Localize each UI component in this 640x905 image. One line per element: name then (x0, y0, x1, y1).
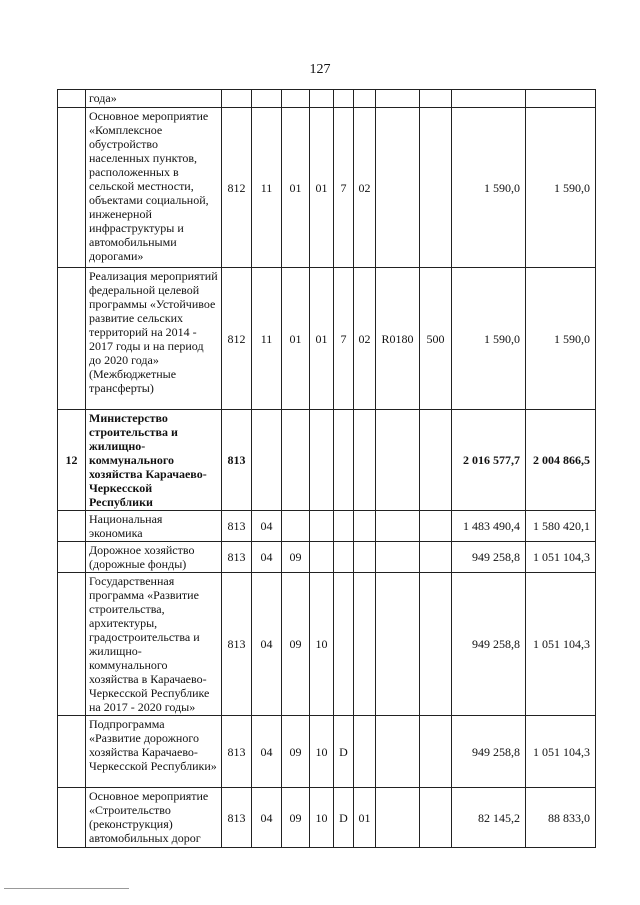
razdel-code (252, 410, 282, 511)
cs-event: 01 (354, 788, 376, 848)
row-number (58, 108, 86, 268)
cs-direction (376, 90, 420, 108)
ved-code (222, 90, 252, 108)
sum-first: 82 145,2 (452, 788, 526, 848)
podrazdel-code (282, 90, 310, 108)
cs-program: 10 (310, 716, 334, 788)
row-name: Реализация мероприятий федеральной целевой программы «Устойчивое развитие сельских территорий на 2014 - 2017 годы и на период до 2020 года» (Межбюджетные трансферты) (86, 268, 222, 410)
razdel-code: 04 (252, 511, 282, 542)
row-name: Основное мероприятие «Комплексное обустройство населенных пунктов, расположенных в сельской местности, объектами социальной, инженерной инфраструктуры и автомобильными дорогами» (86, 108, 222, 268)
vr-code (420, 108, 452, 268)
razdel-code: 11 (252, 268, 282, 410)
row-name: Основное мероприятие «Строительство (реконструкция) автомобильных дорог (86, 788, 222, 848)
vr-code (420, 788, 452, 848)
row-number (58, 573, 86, 716)
sum-second: 1 051 104,3 (526, 542, 596, 573)
cs-event (354, 410, 376, 511)
podrazdel-code: 09 (282, 788, 310, 848)
table-body (58, 90, 596, 848)
table-row (58, 788, 596, 848)
row-number (58, 716, 86, 788)
sum-first: 1 590,0 (452, 268, 526, 410)
cs-event (354, 716, 376, 788)
table-row (58, 90, 596, 108)
razdel-code (252, 90, 282, 108)
ved-code: 813 (222, 573, 252, 716)
sum-second (526, 90, 596, 108)
cs-event (354, 573, 376, 716)
razdel-code: 04 (252, 542, 282, 573)
vr-code: 500 (420, 268, 452, 410)
sum-first: 949 258,8 (452, 542, 526, 573)
vr-code (420, 716, 452, 788)
sum-second: 1 580 420,1 (526, 511, 596, 542)
cs-subprogram: 7 (334, 268, 354, 410)
table-row (58, 511, 596, 542)
vr-code (420, 511, 452, 542)
budget-table (57, 89, 596, 848)
row-name: Государственная программа «Развитие строительства, архитектуры, градостроительства и жилищно-коммунального хозяйства в Карачаево-Черкесской Республике на 2017 - 2020 годы» (86, 573, 222, 716)
row-number: 12 (58, 410, 86, 511)
sum-second: 1 590,0 (526, 108, 596, 268)
sum-second: 1 051 104,3 (526, 573, 596, 716)
podrazdel-code (282, 511, 310, 542)
podrazdel-code: 01 (282, 108, 310, 268)
table-row (58, 716, 596, 788)
ved-code: 812 (222, 268, 252, 410)
cs-program: 10 (310, 788, 334, 848)
sum-first: 949 258,8 (452, 716, 526, 788)
table-row (58, 542, 596, 573)
sum-second: 88 833,0 (526, 788, 596, 848)
row-number (58, 268, 86, 410)
podrazdel-code: 09 (282, 542, 310, 573)
cs-program (310, 542, 334, 573)
page-number: 127 (309, 62, 331, 77)
cs-direction (376, 108, 420, 268)
cs-subprogram (334, 542, 354, 573)
table-row (58, 268, 596, 410)
cs-direction (376, 716, 420, 788)
ved-code: 813 (222, 410, 252, 511)
sum-first: 949 258,8 (452, 573, 526, 716)
cs-direction (376, 573, 420, 716)
cs-program: 01 (310, 268, 334, 410)
ved-code: 812 (222, 108, 252, 268)
ved-code: 813 (222, 788, 252, 848)
cs-event (354, 511, 376, 542)
sum-second: 1 590,0 (526, 268, 596, 410)
cs-subprogram (334, 410, 354, 511)
vr-code (420, 90, 452, 108)
table-row (58, 573, 596, 716)
row-name: Министерство строительства и жилищно-коммунального хозяйства Карачаево-Черкесской Республики (86, 410, 222, 511)
cs-subprogram: D (334, 788, 354, 848)
cs-subprogram (334, 90, 354, 108)
vr-code (420, 542, 452, 573)
cs-program: 01 (310, 108, 334, 268)
row-name: года» (86, 90, 222, 108)
cs-program (310, 511, 334, 542)
cs-program: 10 (310, 573, 334, 716)
cs-event (354, 542, 376, 573)
podrazdel-code: 01 (282, 268, 310, 410)
ved-code: 813 (222, 716, 252, 788)
table-row (58, 108, 596, 268)
razdel-code: 04 (252, 573, 282, 716)
cs-event (354, 90, 376, 108)
row-number (58, 90, 86, 108)
scan-edge-line (4, 888, 129, 889)
cs-event: 02 (354, 108, 376, 268)
sum-first: 2 016 577,7 (452, 410, 526, 511)
cs-direction (376, 788, 420, 848)
table-row (58, 410, 596, 511)
row-name: Дорожное хозяйство (дорожные фонды) (86, 542, 222, 573)
row-number (58, 542, 86, 573)
cs-direction: R0180 (376, 268, 420, 410)
cs-direction (376, 542, 420, 573)
ved-code: 813 (222, 511, 252, 542)
razdel-code: 04 (252, 788, 282, 848)
cs-subprogram: D (334, 716, 354, 788)
podrazdel-code (282, 410, 310, 511)
cs-event: 02 (354, 268, 376, 410)
sum-second: 1 051 104,3 (526, 716, 596, 788)
cs-subprogram: 7 (334, 108, 354, 268)
cs-direction (376, 410, 420, 511)
row-number (58, 788, 86, 848)
razdel-code: 11 (252, 108, 282, 268)
cs-program (310, 90, 334, 108)
sum-second: 2 004 866,5 (526, 410, 596, 511)
sum-first: 1 590,0 (452, 108, 526, 268)
cs-subprogram (334, 511, 354, 542)
cs-subprogram (334, 573, 354, 716)
row-number (58, 511, 86, 542)
razdel-code: 04 (252, 716, 282, 788)
ved-code: 813 (222, 542, 252, 573)
vr-code (420, 573, 452, 716)
podrazdel-code: 09 (282, 573, 310, 716)
row-name: Национальная экономика (86, 511, 222, 542)
sum-first: 1 483 490,4 (452, 511, 526, 542)
podrazdel-code: 09 (282, 716, 310, 788)
row-name: Подпрограмма «Развитие дорожного хозяйства Карачаево-Черкесской Республики» (86, 716, 222, 788)
vr-code (420, 410, 452, 511)
sum-first (452, 90, 526, 108)
cs-direction (376, 511, 420, 542)
cs-program (310, 410, 334, 511)
